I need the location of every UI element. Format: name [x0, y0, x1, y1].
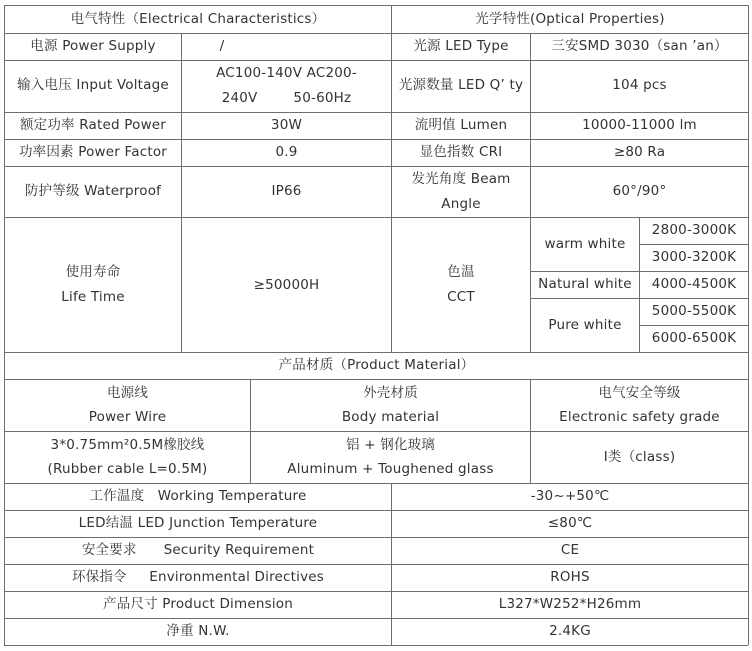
power-wire-label-en: Power Wire	[88, 409, 167, 425]
lumen-value: 10000-11000 lm	[582, 117, 697, 133]
led-qty-label: 光源数量 LED Q’ ty	[398, 77, 524, 93]
grid-line	[4, 645, 748, 646]
power-supply-label: 电源 Power Supply	[30, 38, 156, 54]
safety-grade-value: I类（class)	[603, 449, 676, 465]
cct-label-zh: 色温	[447, 264, 475, 280]
grid-line	[4, 431, 748, 432]
waterproof-label: 防护等级 Waterproof	[24, 183, 162, 199]
cri-label: 显色指数 CRI	[419, 144, 503, 160]
led-qty-value: 104 pcs	[612, 77, 667, 93]
other-row-label: LED结温 LED Junction Temperature	[78, 515, 318, 531]
waterproof-value: IP66	[271, 183, 302, 199]
safety-grade-label-zh: 电气安全等级	[598, 385, 681, 401]
cct-range: 6000-6500K	[651, 330, 737, 346]
other-row-value: -30~+50℃	[530, 488, 610, 504]
body-material-label-en: Body material	[341, 409, 440, 425]
beam-angle-value: 60°/90°	[612, 183, 667, 199]
rated-power-value: 30W	[270, 117, 303, 133]
power-wire-value-line1: 3*0.75mm²0.5M橡胶线	[50, 437, 205, 453]
other-row-value: CE	[560, 542, 580, 558]
material-header: 产品材质（Product Material）	[278, 357, 475, 373]
power-supply-value: /	[219, 38, 225, 54]
grid-line	[4, 217, 748, 218]
cct-range: 5000-5500K	[651, 303, 737, 319]
rated-power-label: 额定功率 Rated Power	[19, 117, 167, 133]
electrical-header: 电气特性（Electrical Characteristics）	[70, 11, 326, 27]
body-material-value-line1: 铝 + 钢化玻璃	[346, 437, 435, 453]
optical-header: 光学特性(Optical Properties)	[475, 11, 665, 27]
beam-angle-label-line2: Angle	[441, 196, 481, 212]
led-type-value: 三安SMD 3030（san ’an）	[551, 38, 728, 54]
grid-line	[4, 166, 748, 167]
led-type-label: 光源 LED Type	[413, 38, 509, 54]
power-factor-value: 0.9	[275, 144, 298, 160]
input-voltage-value-line1: AC100-140V AC200-	[216, 65, 357, 81]
other-row-value: L327*W252*H26mm	[498, 596, 642, 612]
cct-range: 3000-3200K	[651, 249, 737, 265]
cct-group-name: warm white	[544, 236, 626, 252]
cct-range: 2800-3000K	[651, 222, 737, 238]
power-wire-label-zh: 电源线	[106, 385, 149, 401]
cct-label-en: CCT	[447, 289, 475, 305]
power-factor-label: 功率因素 Power Factor	[18, 144, 168, 160]
cct-group-name: Natural white	[538, 276, 632, 292]
cct-group-name: Pure white	[548, 317, 622, 333]
safety-grade-label-en: Electronic safety grade	[559, 409, 720, 425]
grid-line	[4, 379, 748, 380]
other-row-value: 2.4KG	[549, 623, 591, 639]
other-row-label: 安全要求 Security Requirement	[81, 542, 315, 558]
cct-range: 4000-4500K	[651, 276, 737, 292]
other-row-label: 净重 N.W.	[166, 623, 230, 639]
input-voltage-label: 输入电压 Input Voltage	[17, 77, 169, 93]
life-time-label-en: Life Time	[61, 289, 125, 305]
grid-line	[748, 5, 749, 645]
lumen-label: 流明值 Lumen	[414, 117, 508, 133]
power-wire-value-line2: (Rubber cable L=0.5M)	[47, 461, 208, 477]
beam-angle-label-line1: 发光角度 Beam	[411, 171, 511, 187]
grid-line	[4, 5, 748, 6]
life-time-label-zh: 使用寿命	[65, 264, 121, 280]
other-row-label: 产品尺寸 Product Dimension	[103, 596, 293, 612]
body-material-value-line2: Aluminum + Toughened glass	[287, 461, 494, 477]
life-time-value: ≥50000H	[253, 277, 320, 293]
other-row-value: ROHS	[550, 569, 590, 585]
other-row-label: 环保指令 Environmental Directives	[71, 569, 325, 585]
input-voltage-value-line2: 240V 50-60Hz	[221, 90, 352, 106]
other-row-label: 工作温度 Working Temperature	[89, 488, 307, 504]
other-row-value: ≤80℃	[547, 515, 593, 531]
body-material-label-zh: 外壳材质	[363, 385, 418, 401]
cri-value: ≥80 Ra	[613, 144, 666, 160]
